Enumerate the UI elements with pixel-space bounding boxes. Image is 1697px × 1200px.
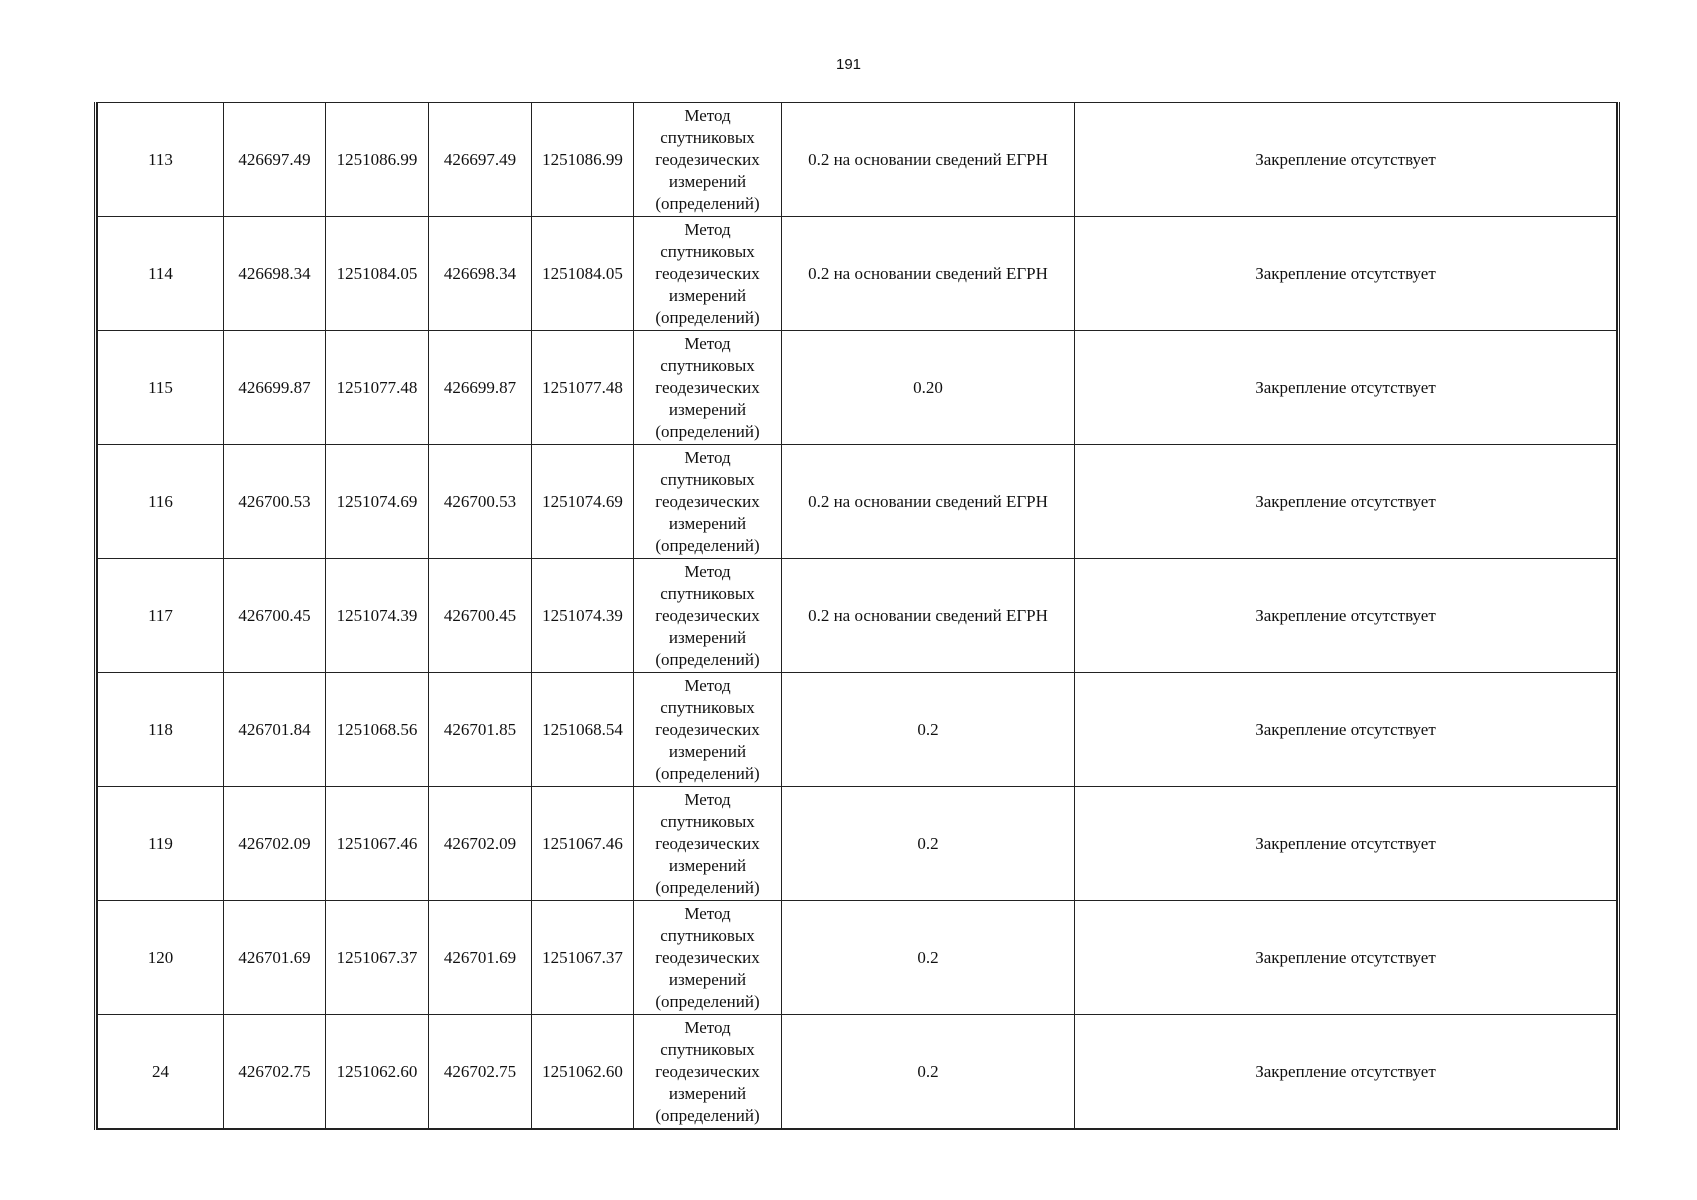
method-line: измерений [668,855,747,875]
method-line: спутниковых [660,697,755,717]
method-line: геодезических [655,491,760,511]
x-existing-cell: 426698.34 [224,217,326,331]
accuracy-cell: 0.2 [782,901,1075,1015]
accuracy-cell: 0.2 на основании сведений ЕГРН [782,217,1075,331]
method-line: спутниковых [660,355,755,375]
method-line: измерений [668,171,747,191]
method-line: Метод [684,903,731,923]
y-refined-cell: 1251074.69 [532,445,634,559]
method-line: измерений [668,513,747,533]
point-number-cell: 118 [98,673,224,787]
point-number-cell: 120 [98,901,224,1015]
fixation-cell: Закрепление отсутствует [1075,103,1617,217]
method-cell [634,1015,782,1130]
method-line: измерений [668,285,747,305]
method-cell [634,445,782,559]
method-line: (определений) [655,763,760,783]
method-line: спутниковых [660,469,755,489]
point-number-cell: 119 [98,787,224,901]
table-row [98,331,1617,445]
method-line: геодезических [655,719,760,739]
y-existing-cell: 1251062.60 [326,1015,429,1130]
fixation-cell: Закрепление отсутствует [1075,331,1617,445]
y-refined-cell: 1251068.54 [532,673,634,787]
method-cell [634,787,782,901]
accuracy-cell: 0.2 [782,673,1075,787]
method-line: Метод [684,789,731,809]
method-line: (определений) [655,649,760,669]
method-line: спутниковых [660,925,755,945]
method-line: Метод [684,1017,731,1037]
fixation-cell: Закрепление отсутствует [1075,901,1617,1015]
method-line: спутниковых [660,1039,755,1059]
point-number-cell: 116 [98,445,224,559]
x-existing-cell: 426701.69 [224,901,326,1015]
method-line: геодезических [655,605,760,625]
method-line: геодезических [655,947,760,967]
method-line: Метод [684,561,731,581]
y-refined-cell: 1251074.39 [532,559,634,673]
method-cell [634,217,782,331]
y-existing-cell: 1251084.05 [326,217,429,331]
page-number: 191 [835,56,862,73]
table-row [98,787,1617,901]
y-refined-cell: 1251062.60 [532,1015,634,1130]
method-line: (определений) [655,877,760,897]
y-existing-cell: 1251067.37 [326,901,429,1015]
accuracy-cell: 0.2 [782,787,1075,901]
method-cell [634,103,782,217]
method-line: (определений) [655,307,760,327]
method-cell [634,901,782,1015]
point-number-cell: 115 [98,331,224,445]
x-existing-cell: 426702.09 [224,787,326,901]
x-existing-cell: 426700.53 [224,445,326,559]
method-cell [634,331,782,445]
method-line: Метод [684,219,731,239]
table-row [98,217,1617,331]
y-existing-cell: 1251086.99 [326,103,429,217]
x-existing-cell: 426697.49 [224,103,326,217]
method-cell [634,559,782,673]
y-existing-cell: 1251077.48 [326,331,429,445]
point-number-cell: 113 [98,103,224,217]
x-refined-cell: 426699.87 [429,331,532,445]
point-number-cell: 114 [98,217,224,331]
method-line: (определений) [655,421,760,441]
y-existing-cell: 1251067.46 [326,787,429,901]
point-number-cell: 24 [98,1015,224,1130]
method-line: измерений [668,399,747,419]
method-line: Метод [684,675,731,695]
accuracy-cell: 0.2 [782,1015,1075,1130]
x-existing-cell: 426701.84 [224,673,326,787]
y-refined-cell: 1251067.46 [532,787,634,901]
y-refined-cell: 1251067.37 [532,901,634,1015]
method-line: Метод [684,447,731,467]
table-body [98,103,1617,1130]
method-line: геодезических [655,377,760,397]
method-line: (определений) [655,535,760,555]
accuracy-cell: 0.2 на основании сведений ЕГРН [782,559,1075,673]
accuracy-cell: 0.20 [782,331,1075,445]
fixation-cell: Закрепление отсутствует [1075,1015,1617,1130]
method-line: измерений [668,1083,747,1103]
fixation-cell: Закрепление отсутствует [1075,787,1617,901]
method-line: геодезических [655,149,760,169]
x-existing-cell: 426700.45 [224,559,326,673]
table-row [98,559,1617,673]
fixation-cell: Закрепление отсутствует [1075,217,1617,331]
fixation-cell: Закрепление отсутствует [1075,445,1617,559]
x-refined-cell: 426700.53 [429,445,532,559]
x-refined-cell: 426701.69 [429,901,532,1015]
y-refined-cell: 1251084.05 [532,217,634,331]
point-number-cell: 117 [98,559,224,673]
x-existing-cell: 426702.75 [224,1015,326,1130]
y-refined-cell: 1251077.48 [532,331,634,445]
table-row [98,445,1617,559]
y-existing-cell: 1251074.69 [326,445,429,559]
method-line: геодезических [655,263,760,283]
table-row [98,1015,1617,1130]
table-row [98,901,1617,1015]
method-line: геодезических [655,1061,760,1081]
method-line: (определений) [655,991,760,1011]
x-refined-cell: 426698.34 [429,217,532,331]
x-refined-cell: 426701.85 [429,673,532,787]
method-line: (определений) [655,1105,760,1125]
method-line: спутниковых [660,583,755,603]
method-line: спутниковых [660,241,755,261]
y-existing-cell: 1251074.39 [326,559,429,673]
method-line: измерений [668,741,747,761]
accuracy-cell: 0.2 на основании сведений ЕГРН [782,103,1075,217]
table-row [98,673,1617,787]
x-refined-cell: 426702.09 [429,787,532,901]
table-row [98,103,1617,217]
method-line: Метод [684,105,731,125]
x-refined-cell: 426697.49 [429,103,532,217]
method-line: Метод [684,333,731,353]
method-line: измерений [668,969,747,989]
coordinates-table [97,102,1617,1130]
coordinates-table-frame [94,102,1620,1130]
fixation-cell: Закрепление отсутствует [1075,559,1617,673]
method-line: спутниковых [660,811,755,831]
x-refined-cell: 426702.75 [429,1015,532,1130]
method-line: геодезических [655,833,760,853]
y-refined-cell: 1251086.99 [532,103,634,217]
method-line: измерений [668,627,747,647]
fixation-cell: Закрепление отсутствует [1075,673,1617,787]
x-refined-cell: 426700.45 [429,559,532,673]
x-existing-cell: 426699.87 [224,331,326,445]
y-existing-cell: 1251068.56 [326,673,429,787]
method-line: (определений) [655,193,760,213]
method-line: спутниковых [660,127,755,147]
accuracy-cell: 0.2 на основании сведений ЕГРН [782,445,1075,559]
method-cell [634,673,782,787]
